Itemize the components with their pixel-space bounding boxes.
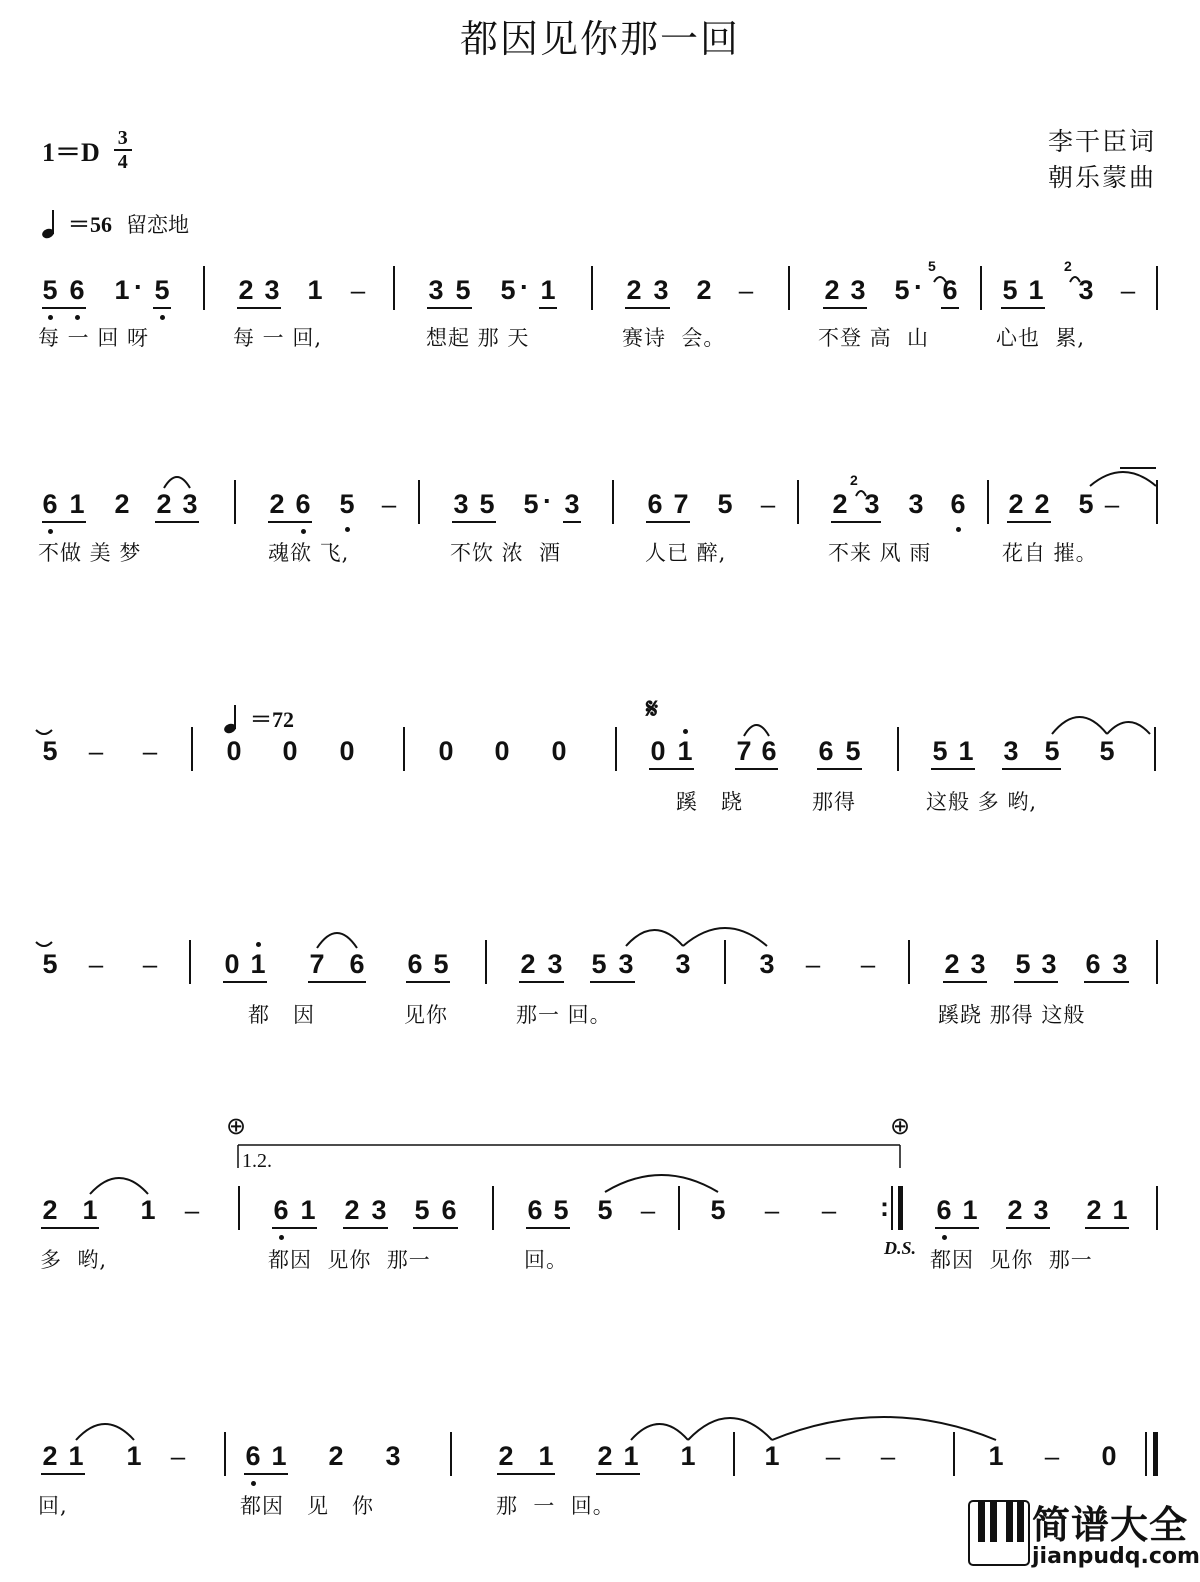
underline: [406, 981, 450, 983]
underline: [41, 1227, 99, 1229]
underline: [244, 1473, 288, 1475]
dash: –: [170, 1441, 186, 1471]
lyric: 赛诗 会。: [622, 326, 726, 350]
lyric: 蹊跷 那得 这般: [938, 1003, 1086, 1027]
note: 3: [371, 1195, 387, 1225]
dash: –: [738, 275, 754, 305]
underline: [153, 307, 171, 309]
note: 2: [269, 489, 285, 519]
note: 5: [845, 736, 861, 766]
underline: [935, 1227, 979, 1229]
lyric: 这般 多 哟,: [926, 790, 1038, 814]
lyric: 每 一 回 呀: [38, 326, 150, 350]
note: 0: [1101, 1441, 1117, 1471]
note: 3: [1112, 949, 1128, 979]
note: 3: [850, 275, 866, 305]
bar-line: [1156, 1186, 1158, 1230]
underline: [625, 307, 670, 309]
note: 3: [547, 949, 563, 979]
note: 5: [553, 1195, 569, 1225]
note: 5: [1078, 489, 1094, 519]
note: 1: [538, 1441, 554, 1471]
credits: [1048, 124, 1156, 196]
key-signature: [42, 128, 132, 172]
slur: [317, 933, 357, 948]
dash: –: [142, 949, 158, 979]
composer: 朝乐蒙曲: [1047, 163, 1156, 192]
note: 0: [551, 736, 567, 766]
slur: [36, 942, 52, 946]
note: 2: [114, 489, 130, 519]
lyric: 蹊 跷: [676, 790, 744, 814]
slur: [772, 1417, 996, 1440]
bar-line: [897, 727, 899, 771]
bar-line: [1156, 480, 1158, 524]
note: 2: [344, 1195, 360, 1225]
note: 2: [824, 275, 840, 305]
note: 2: [626, 275, 642, 305]
bar-line: [393, 266, 395, 310]
note: 1: [140, 1195, 156, 1225]
key-label: 1＝D: [42, 137, 100, 167]
aug-dot: ·: [914, 272, 923, 302]
note: 5: [500, 275, 516, 305]
lyric: 人已 醉,: [645, 541, 727, 565]
note: 1: [271, 1441, 287, 1471]
note: 6: [942, 275, 958, 305]
segno-sign: 𝄋: [646, 692, 659, 725]
grace-note: 2: [850, 472, 858, 488]
bar-line: [1153, 1432, 1158, 1476]
note: 3: [264, 275, 280, 305]
note: 7: [736, 736, 752, 766]
bar-line: [953, 1432, 955, 1476]
tempo-marking-2: ＝72: [224, 703, 294, 734]
bar-line: [1145, 1432, 1147, 1476]
note: 0: [224, 949, 240, 979]
lyric: 回。: [524, 1248, 568, 1272]
bar-line: [1156, 266, 1158, 310]
note: 5: [479, 489, 495, 519]
bar-line: [234, 480, 236, 524]
slur: [631, 1424, 688, 1440]
note: 5: [1015, 949, 1031, 979]
slur: [164, 477, 190, 488]
bar-line: [403, 727, 405, 771]
bar-line: [788, 266, 790, 310]
underline: [1085, 1227, 1129, 1229]
lyric: 每 一 回,: [233, 326, 323, 350]
note: 1: [676, 736, 694, 766]
note: 1: [249, 949, 267, 979]
note: 2: [832, 489, 848, 519]
bar-line: [1154, 727, 1156, 771]
note: 5: [717, 489, 733, 519]
note: 1: [82, 1195, 98, 1225]
note: 3: [385, 1441, 401, 1471]
note: 0: [226, 736, 242, 766]
lyric: 不登 高 山: [818, 326, 930, 350]
note: 1: [114, 275, 130, 305]
note: 2: [156, 489, 172, 519]
lyric: 都 因: [248, 1003, 316, 1027]
bar-line: [189, 940, 191, 984]
lyric: 不饮 浓 酒: [450, 541, 562, 565]
underline: [539, 307, 557, 309]
lyric: 那一 回。: [516, 1003, 612, 1027]
note: 5: [455, 275, 471, 305]
underline: [42, 521, 86, 523]
note: 6: [407, 949, 423, 979]
note: 6: [272, 1195, 290, 1225]
note: 6: [294, 489, 312, 519]
bar-line: [191, 727, 193, 771]
aug-dot: ·: [520, 272, 529, 302]
dash: –: [805, 949, 821, 979]
note: 5: [153, 275, 171, 305]
note: 5: [523, 489, 539, 519]
note: 2: [944, 949, 960, 979]
underline: [41, 1473, 85, 1475]
dash: –: [88, 736, 104, 766]
note: 0: [339, 736, 355, 766]
underline: [223, 981, 267, 983]
lyric: 魂欲 飞,: [268, 541, 350, 565]
dash: –: [1104, 489, 1120, 519]
underline: [1014, 981, 1058, 983]
underline: [155, 521, 199, 523]
slur: [36, 730, 52, 734]
lyric: 那 一 回。: [496, 1494, 615, 1518]
note: 2: [238, 275, 254, 305]
note: 5: [710, 1195, 726, 1225]
dash: –: [640, 1195, 656, 1225]
quarter-note-icon: [42, 210, 62, 238]
underline: [308, 981, 366, 983]
slur: [744, 725, 769, 736]
bar-line: [891, 1186, 893, 1230]
dash: –: [1120, 275, 1136, 305]
underline: [1002, 768, 1061, 770]
note: 1: [126, 1441, 142, 1471]
note: 5: [414, 1195, 430, 1225]
bar-line: [980, 266, 982, 310]
bar-line: [678, 1186, 680, 1230]
underline: [590, 981, 635, 983]
note: 3: [453, 489, 469, 519]
underline: [646, 521, 690, 523]
slur: [1090, 472, 1156, 486]
bar-line: [238, 1186, 240, 1230]
lyric: 想起 那 天: [426, 326, 530, 350]
note: 1: [68, 1441, 84, 1471]
dash: –: [88, 949, 104, 979]
page-title: 都因见你那一回: [459, 17, 740, 61]
underline: [1007, 521, 1051, 523]
underline: [268, 521, 312, 523]
note: 2: [498, 1441, 514, 1471]
aug-dot: ·: [543, 486, 552, 516]
lyric: 花自 摧。: [1002, 541, 1098, 565]
note: 5: [338, 489, 356, 519]
underline: [735, 768, 778, 770]
bar-line: [615, 727, 617, 771]
note: 3: [428, 275, 444, 305]
note: 3: [908, 489, 924, 519]
dash: –: [825, 1441, 841, 1471]
note: 3: [1041, 949, 1057, 979]
dash: –: [350, 275, 366, 305]
underline: [526, 1227, 570, 1229]
note: 0: [494, 736, 510, 766]
bar-line: [485, 940, 487, 984]
slur: [605, 1175, 718, 1192]
note: 1: [680, 1441, 696, 1471]
dash: –: [860, 949, 876, 979]
note: 5: [1099, 736, 1115, 766]
note: 1: [988, 1441, 1004, 1471]
lyric: 见你: [404, 1003, 448, 1027]
underline: [563, 521, 581, 523]
note: 5: [1044, 736, 1060, 766]
slur: [76, 1424, 134, 1440]
bar-line: [450, 1432, 452, 1476]
note: 1: [962, 1195, 978, 1225]
underline: [343, 1227, 388, 1229]
note: 3: [182, 489, 198, 519]
note: 5: [41, 275, 59, 305]
note: 6: [949, 489, 967, 519]
note: 3: [653, 275, 669, 305]
bar-line: [591, 266, 593, 310]
bar-line: [733, 1432, 735, 1476]
bar-line: [898, 1186, 903, 1230]
note: 6: [68, 275, 86, 305]
note: 1: [1112, 1195, 1128, 1225]
slur: [626, 930, 683, 946]
lyricist: 李干臣词: [1047, 127, 1156, 156]
note: 2: [42, 1195, 58, 1225]
lyric: 心也 累,: [996, 326, 1086, 350]
lyric: 回,: [38, 1494, 68, 1518]
note: 6: [647, 489, 663, 519]
note: 1: [540, 275, 556, 305]
underline: [831, 521, 881, 523]
note: 2: [696, 275, 712, 305]
tempo-marking: ＝56 留恋地: [42, 208, 189, 239]
note: 3: [970, 949, 986, 979]
note: 6: [41, 489, 59, 519]
lyric: 不来 风 雨: [828, 541, 932, 565]
underline: [42, 307, 86, 309]
underline: [1001, 307, 1045, 309]
dash: –: [381, 489, 397, 519]
note: 7: [309, 949, 325, 979]
note: 2: [42, 1441, 58, 1471]
note: 5: [42, 736, 58, 766]
bar-line: [224, 1432, 226, 1476]
note: 1: [300, 1195, 316, 1225]
note: 2: [1086, 1195, 1102, 1225]
note: 3: [675, 949, 691, 979]
note: 5: [894, 275, 910, 305]
note: 2: [1008, 489, 1024, 519]
slur: [90, 1178, 148, 1194]
dash: –: [764, 1195, 780, 1225]
note: 1: [764, 1441, 780, 1471]
bar-line: [987, 480, 989, 524]
note: 6: [349, 949, 365, 979]
slur: [688, 1418, 772, 1440]
note: 6: [935, 1195, 953, 1225]
note: 6: [441, 1195, 457, 1225]
underline: [497, 1473, 555, 1475]
note: 2: [520, 949, 536, 979]
note: 1: [307, 275, 323, 305]
note: 6: [527, 1195, 543, 1225]
note: 1: [958, 736, 974, 766]
note: 3: [564, 489, 580, 519]
note: 0: [282, 736, 298, 766]
slur: [1107, 722, 1150, 734]
note: 6: [761, 736, 777, 766]
underline: [596, 1473, 640, 1475]
note: 3: [864, 489, 880, 519]
note: 5: [591, 949, 607, 979]
underline: [1006, 1227, 1050, 1229]
lyric: 都因 见 你: [240, 1494, 375, 1518]
note: 5: [932, 736, 948, 766]
time-signature: $\frac{3}{4}$: [114, 128, 132, 172]
underline: [237, 307, 281, 309]
note: 3: [618, 949, 634, 979]
lyric: 都因 见你 那一: [930, 1248, 1093, 1272]
aug-dot: ·: [134, 272, 143, 302]
bar-line: [203, 266, 205, 310]
bar-line: [797, 480, 799, 524]
coda-sign: ⊕: [890, 1112, 911, 1140]
note: 5: [42, 949, 58, 979]
coda-sign: ⊕: [226, 1112, 247, 1140]
note: 3: [1078, 275, 1094, 305]
note: 2: [1007, 1195, 1023, 1225]
underline: [272, 1227, 317, 1229]
note: 6: [244, 1441, 262, 1471]
bar-line: [418, 480, 420, 524]
note: 1: [69, 489, 85, 519]
logo-site: jianpudq.com: [1032, 1544, 1200, 1569]
repeat-dots: :: [880, 1192, 889, 1222]
grace-note: 5: [928, 258, 936, 274]
bar-line: [908, 940, 910, 984]
bar-line: [1156, 940, 1158, 984]
note: 3: [759, 949, 775, 979]
dash: –: [142, 736, 158, 766]
underline: [1084, 981, 1129, 983]
note: 2: [597, 1441, 613, 1471]
slur: [1052, 717, 1107, 734]
dash: –: [760, 489, 776, 519]
lyric: 都因 见你 那一: [268, 1248, 431, 1272]
underline: [649, 768, 694, 770]
underline: [817, 768, 862, 770]
dash: –: [184, 1195, 200, 1225]
bar-line: [724, 940, 726, 984]
dash: –: [880, 1441, 896, 1471]
note: 3: [1033, 1195, 1049, 1225]
note: 6: [1085, 949, 1101, 979]
underline: [943, 981, 987, 983]
underline: [941, 307, 959, 309]
ds-marking: D.S.: [884, 1238, 917, 1258]
quarter-note-icon: [224, 705, 244, 733]
logo-name: 简谱大全: [1032, 1503, 1189, 1547]
dash: –: [821, 1195, 837, 1225]
note: 0: [650, 736, 666, 766]
grace-note: 2: [1064, 258, 1072, 274]
underline: [823, 307, 867, 309]
lyric: 不做 美 梦: [38, 541, 142, 565]
note: 7: [673, 489, 689, 519]
note: 0: [438, 736, 454, 766]
underline: [519, 981, 564, 983]
piano-keys-icon: [968, 1500, 1030, 1566]
site-logo: [968, 1494, 1200, 1574]
note: 2: [328, 1441, 344, 1471]
note: 5: [597, 1195, 613, 1225]
note: 1: [623, 1441, 639, 1471]
bar-line: [492, 1186, 494, 1230]
underline: [413, 1227, 458, 1229]
note: 5: [433, 949, 449, 979]
underline: [931, 768, 975, 770]
volta-label: 1.2.: [242, 1150, 272, 1172]
bar-line: [612, 480, 614, 524]
underline: [427, 307, 472, 309]
note: 1: [1028, 275, 1044, 305]
note: 6: [818, 736, 834, 766]
note: 5: [1002, 275, 1018, 305]
underline: [452, 521, 496, 523]
note: 2: [1034, 489, 1050, 519]
lyric: 那得: [812, 790, 856, 814]
dash: –: [1044, 1441, 1060, 1471]
lyric: 多 哟,: [40, 1248, 108, 1272]
note: 3: [1003, 736, 1019, 766]
